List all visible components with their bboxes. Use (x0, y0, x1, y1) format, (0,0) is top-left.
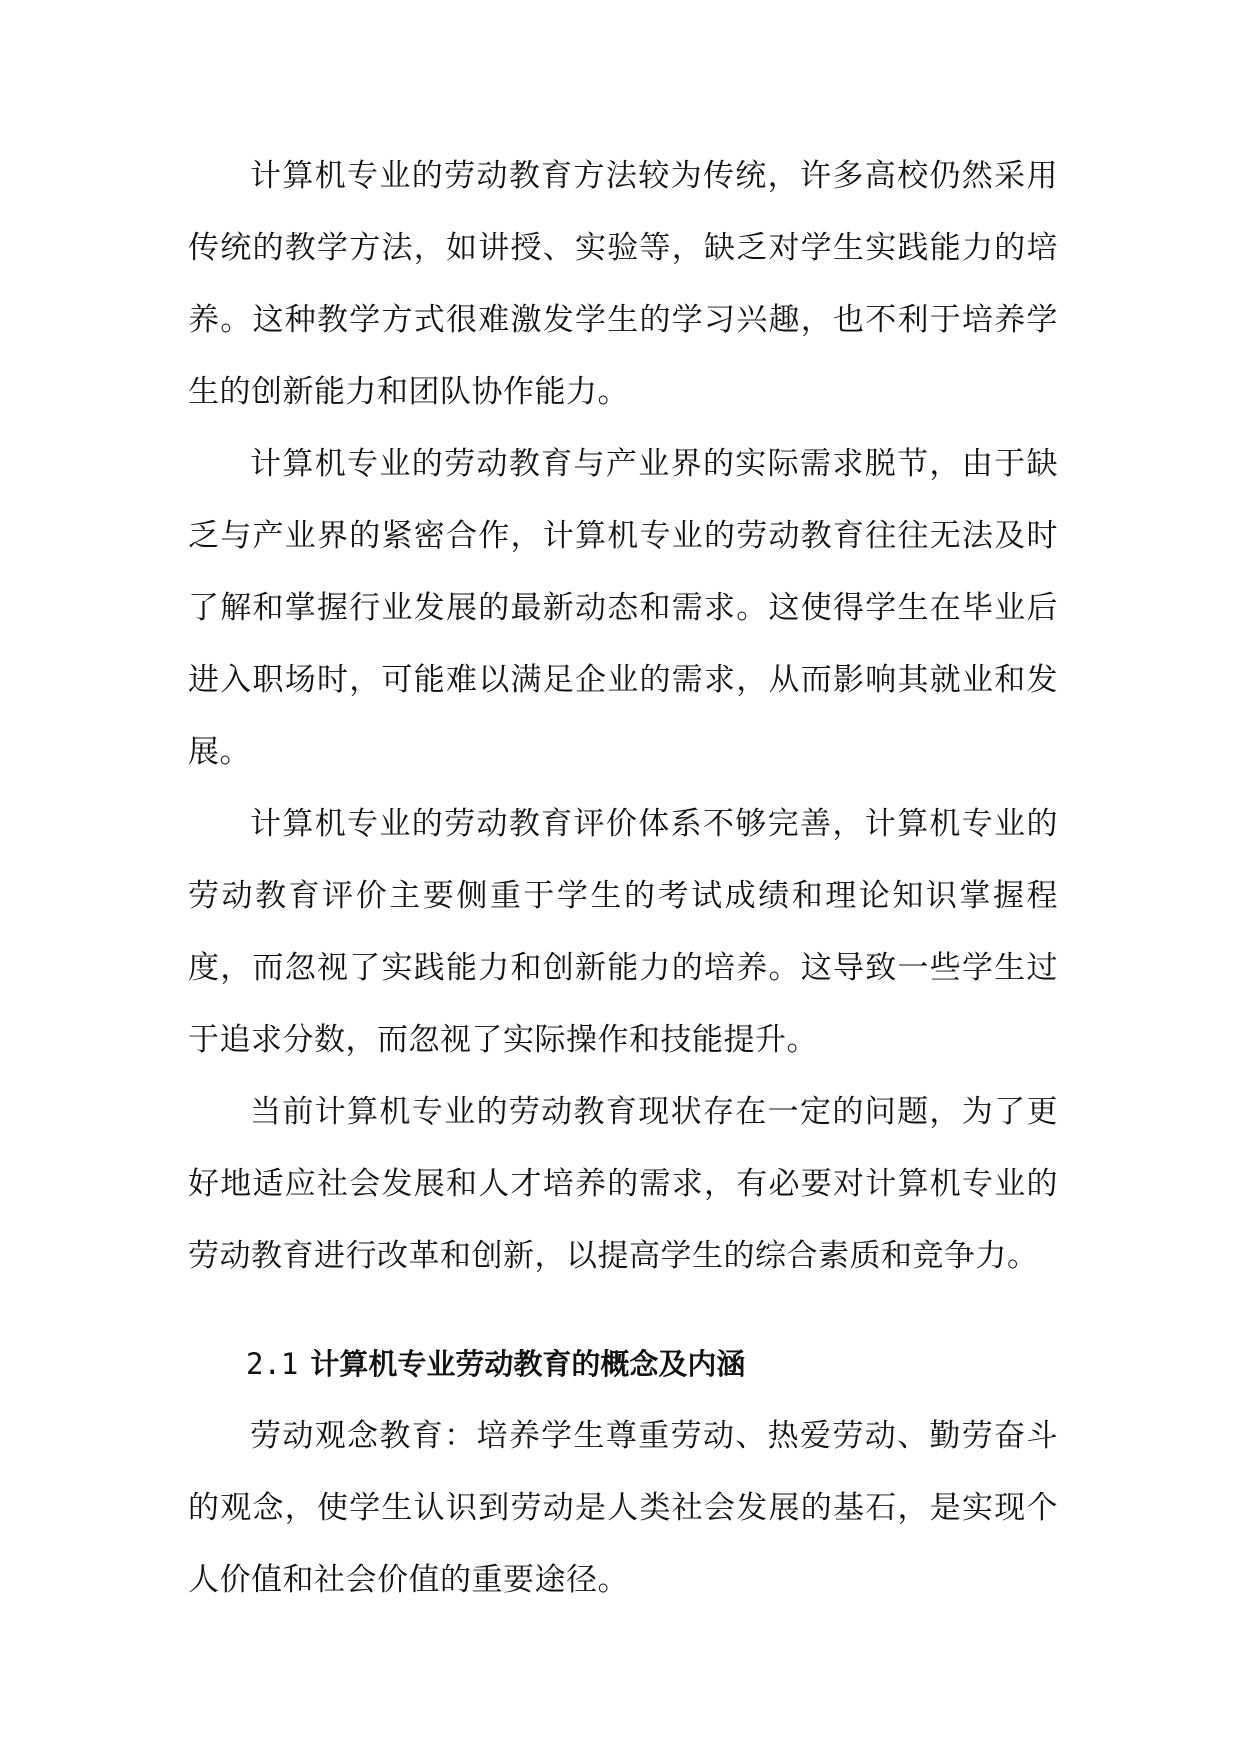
section-spacer (188, 1292, 1058, 1328)
paragraph: 当前计算机专业的劳动教育现状存在一定的问题，为了更好地适应社会发展和人才培养的需求，有必要对计算机专业的劳动教育进行改革和创新，以提高学生的综合素质和竞争力。 (188, 1094, 1058, 1274)
paragraph: 计算机专业的劳动教育与产业界的实际需求脱节，由于缺乏与产业界的紧密合作，计算机专业的劳动教育往往无法及时了解和掌握行业发展的最新动态和需求。这使得学生在毕业后进入职场时，可能难以满足企业的需求，从而影响其就业和发展。 (188, 446, 1058, 770)
paragraph: 计算机专业的劳动教育评价体系不够完善，计算机专业的劳动教育评价主要侧重于学生的考试成绩和理论知识掌握程度，而忽视了实践能力和创新能力的培养。这导致一些学生过于追求分数，而忽视了实际操作和技能提升。 (188, 806, 1058, 1058)
document-page (188, 140, 1058, 1616)
section-heading (188, 1328, 1058, 1400)
paragraph: 劳动观念教育：培养学生尊重劳动、热爱劳动、勤劳奋斗的观念，使学生认识到劳动是人类社会发展的基石，是实现个人价值和社会价值的重要途径。 (188, 1418, 1058, 1598)
section-title: 计算机专业劳动教育的概念及内涵 (310, 1347, 746, 1381)
section-number: 2.1 (246, 1347, 299, 1381)
paragraph: 计算机专业的劳动教育方法较为传统，许多高校仍然采用传统的教学方法，如讲授、实验等，缺乏对学生实践能力的培养。这种教学方式很难激发学生的学习兴趣，也不利于培养学生的创新能力和团队协作能力。 (188, 158, 1058, 410)
